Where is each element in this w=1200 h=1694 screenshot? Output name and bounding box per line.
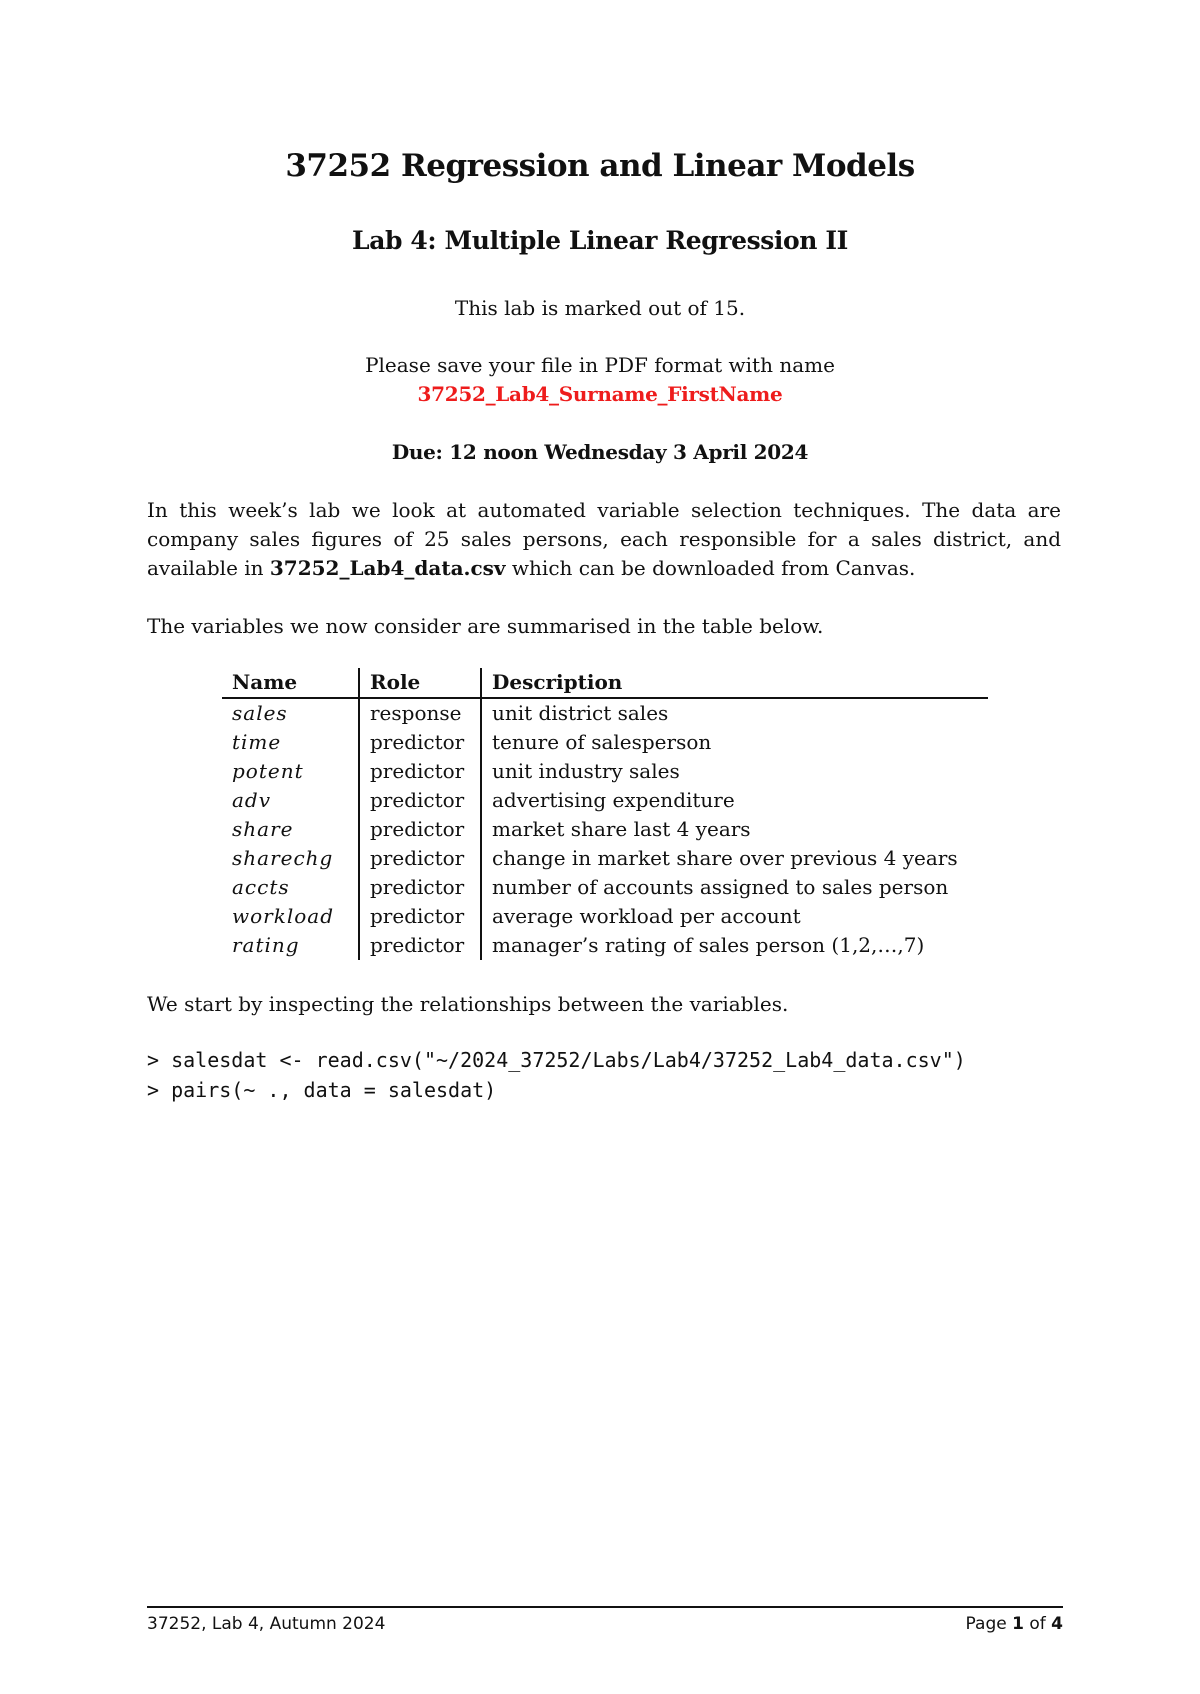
current-page: 1 <box>1012 1614 1024 1634</box>
variable-role: predictor <box>359 815 481 844</box>
variable-role: predictor <box>359 757 481 786</box>
table-row <box>222 698 988 728</box>
intro-line: In this week’s lab we look at automated variable selection techniques. The data are <box>147 498 1061 522</box>
page-prefix: Page <box>965 1614 1013 1634</box>
variables-intro: The variables we now consider are summarised in the table below. <box>147 614 824 638</box>
variable-name: sharechg <box>232 846 334 870</box>
variable-name: share <box>232 817 294 841</box>
document-title: 37252 Regression and Linear Models <box>285 148 915 184</box>
intro-last-suffix: which can be downloaded from Canvas. <box>505 556 916 580</box>
variable-role: predictor <box>359 902 481 931</box>
variable-role: predictor <box>359 728 481 757</box>
marking-note: This lab is marked out of 15. <box>454 296 746 320</box>
table-row <box>222 815 988 844</box>
intro-line: company sales figures of 25 sales persons, each responsible for a sales district, and <box>147 527 1061 551</box>
table-row <box>222 873 988 902</box>
data-filename: 37252_Lab4_data.csv <box>269 556 506 580</box>
header-description: Description <box>481 668 988 698</box>
intro-line-last <box>147 554 1061 583</box>
header-name: Name <box>222 668 359 698</box>
header-role: Role <box>359 668 481 698</box>
variable-name: workload <box>232 904 335 928</box>
variable-name: accts <box>232 875 290 899</box>
due-date: Due: 12 noon Wednesday 3 April 2024 <box>391 440 809 464</box>
variable-description: change in market share over previous 4 years <box>481 844 988 873</box>
variable-role: predictor <box>359 931 481 960</box>
variable-name: potent <box>232 759 304 783</box>
table-row <box>222 844 988 873</box>
variable-description: average workload per account <box>481 902 988 931</box>
variable-role: predictor <box>359 786 481 815</box>
variable-description: market share last 4 years <box>481 815 988 844</box>
footer-course-info: 37252, Lab 4, Autumn 2024 <box>147 1614 386 1634</box>
variable-description: unit district sales <box>481 698 988 728</box>
lab-subtitle: Lab 4: Multiple Linear Regression II <box>352 226 848 255</box>
intro-paragraph <box>147 496 1061 583</box>
variable-description: number of accounts assigned to sales person <box>481 873 988 902</box>
variable-description: advertising expenditure <box>481 786 988 815</box>
variable-description: unit industry sales <box>481 757 988 786</box>
variable-role: predictor <box>359 873 481 902</box>
code-line: > salesdat <- read.csv("~/2024_37252/Labs/Lab4/37252_Lab4_data.csv") <box>147 1048 966 1072</box>
table-row <box>222 728 988 757</box>
relationships-text: We start by inspecting the relationships between the variables. <box>147 992 789 1016</box>
variables-table <box>222 668 988 960</box>
save-instruction: Please save your file in PDF format with name <box>365 353 835 377</box>
variable-description: tenure of salesperson <box>481 728 988 757</box>
table-row <box>222 786 988 815</box>
variable-role: response <box>359 698 481 728</box>
variable-name: rating <box>232 933 300 957</box>
variable-description: manager’s rating of sales person (1,2,…,7) <box>481 931 988 960</box>
required-filename: 37252_Lab4_Surname_FirstName <box>417 382 783 406</box>
variable-role: predictor <box>359 844 481 873</box>
variable-name: sales <box>232 701 288 725</box>
table-row <box>222 757 988 786</box>
table-header-row <box>222 668 988 698</box>
total-pages: 4 <box>1051 1614 1063 1634</box>
table-row <box>222 902 988 931</box>
footer-divider <box>147 1606 1063 1608</box>
variable-name: time <box>232 730 282 754</box>
code-line: > pairs(~ ., data = salesdat) <box>147 1078 497 1102</box>
page-mid: of <box>1023 1614 1052 1634</box>
footer-page-number <box>966 1614 1063 1634</box>
variable-name: adv <box>232 788 272 812</box>
table-row <box>222 931 988 960</box>
intro-last-prefix: available in <box>147 556 270 580</box>
